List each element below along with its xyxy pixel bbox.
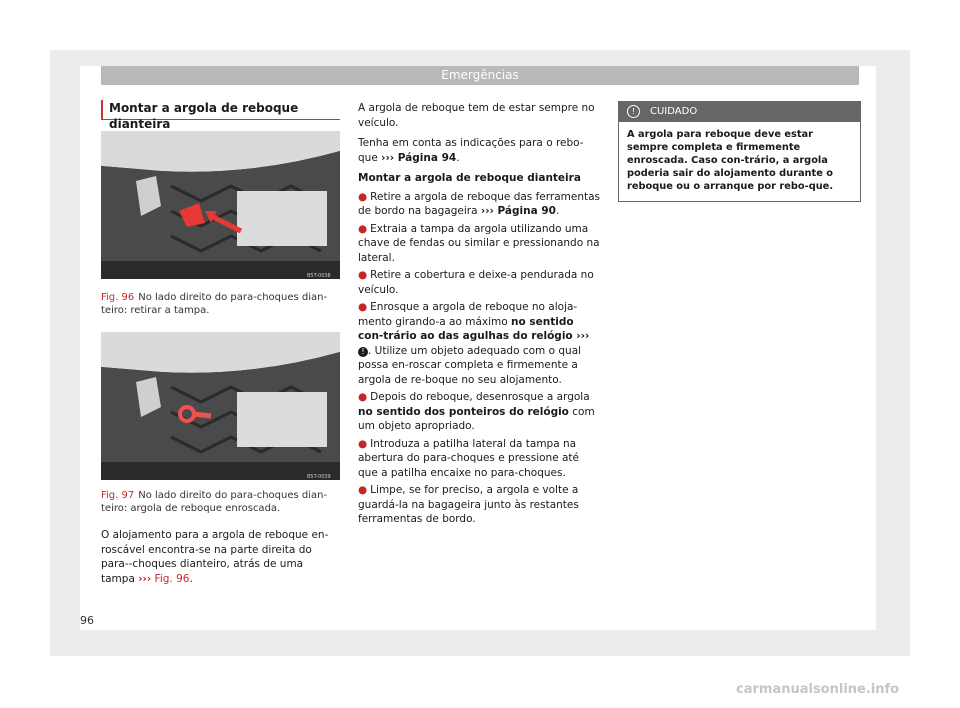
warning-circle-icon: !: [358, 347, 368, 357]
figure-number: Fig. 97: [101, 490, 135, 501]
figure-96-image: [101, 131, 340, 279]
list-item: ● Retire a cobertura e deixe-a pendurada no veículo.: [358, 269, 594, 296]
note-paragraph: Tenha em conta as indicações para o rebo-que ››› Página 94.: [358, 137, 584, 164]
figure-number: Fig. 96: [101, 292, 135, 303]
caution-box: [618, 101, 861, 202]
list-item: ● Depois do reboque, desenrosque a argola no sentido dos ponteiros do relógio com um objeto apropriado.: [358, 391, 595, 432]
bullet-icon: ●: [358, 437, 368, 450]
figure-link[interactable]: Fig. 96: [154, 572, 190, 585]
ref-arrow: ›››: [138, 572, 152, 585]
bullet-icon: ●: [358, 391, 368, 403]
caption-text: No lado direito do para-choques dian-teiro: retirar a tampa.: [101, 292, 328, 316]
list-item: ● Introduza a patilha lateral da tampa na abertura do para-choques e pressione até que a patilha encaixe no para-choques.: [358, 437, 579, 479]
list-item: ● Retire a argola de reboque das ferramentas de bordo na bagageira ››› Página 90.: [358, 190, 601, 217]
list-item: ● Extraia a tampa da argola utilizando uma chave de fendas ou similar e pressionando na lateral.: [358, 222, 600, 264]
section-title: Montar a argola de reboque dianteira: [101, 100, 340, 120]
subheading: Montar a argola de reboque dianteira: [358, 172, 581, 184]
caption-text: No lado direito do para-choques dian-teiro: argola de reboque enroscada.: [101, 490, 328, 514]
caution-title: CUIDADO: [650, 106, 698, 117]
bullet-icon: ●: [358, 269, 368, 281]
page-number: 96: [80, 614, 94, 627]
figure-code: B5T-0038: [307, 273, 331, 279]
bullet-icon: ●: [358, 301, 368, 313]
watermark: carmanualsonline.info: [736, 682, 900, 697]
intro-paragraph: A argola de reboque tem de estar sempre no veículo.: [358, 102, 595, 129]
ref-arrow[interactable]: ›››: [572, 330, 590, 342]
figure-97-caption: [101, 489, 340, 515]
alojamento-paragraph: O alojamento para a argola de reboque en-roscável encontra-se na parte direita do para--choques dianteiro, atrás de uma tampa ››› Fig. 96.: [101, 529, 329, 585]
caution-text: A argola para reboque deve estar sempre completa e firmemente enroscada. Caso con-trário, a argola poderia sair do alojamento durante o reboque ou o arranque por rebo-que.: [627, 129, 834, 192]
chapter-header: Emergências: [101, 66, 859, 85]
instructions-column: [358, 101, 601, 530]
figure-97-image: [101, 332, 340, 480]
list-item: ● Enrosque a argola de reboque no aloja-mento girando-a ao máximo no sentido con-trário ao das agulhas do relógio ››› ! . Utilize um objeto adequado com o qual possa en-roscar completa e firmemente a argola de re-boque no seu alojamento.: [358, 301, 590, 386]
list-item: ● Limpe, se for preciso, a argola e volte a guardá-la na bagageira junto às restantes ferramentas de bordo.: [358, 484, 579, 525]
bullet-icon: ●: [358, 222, 368, 235]
page-link[interactable]: ››› Página 94: [381, 151, 457, 164]
page-link[interactable]: ››› Página 90: [480, 205, 556, 217]
caution-header: [619, 102, 860, 122]
bullet-icon: ●: [358, 190, 368, 203]
figure-code: B5T-0039: [307, 474, 331, 480]
figure-96-caption: [101, 291, 340, 317]
bullet-icon: ●: [358, 484, 368, 496]
warning-icon: !: [627, 105, 640, 118]
